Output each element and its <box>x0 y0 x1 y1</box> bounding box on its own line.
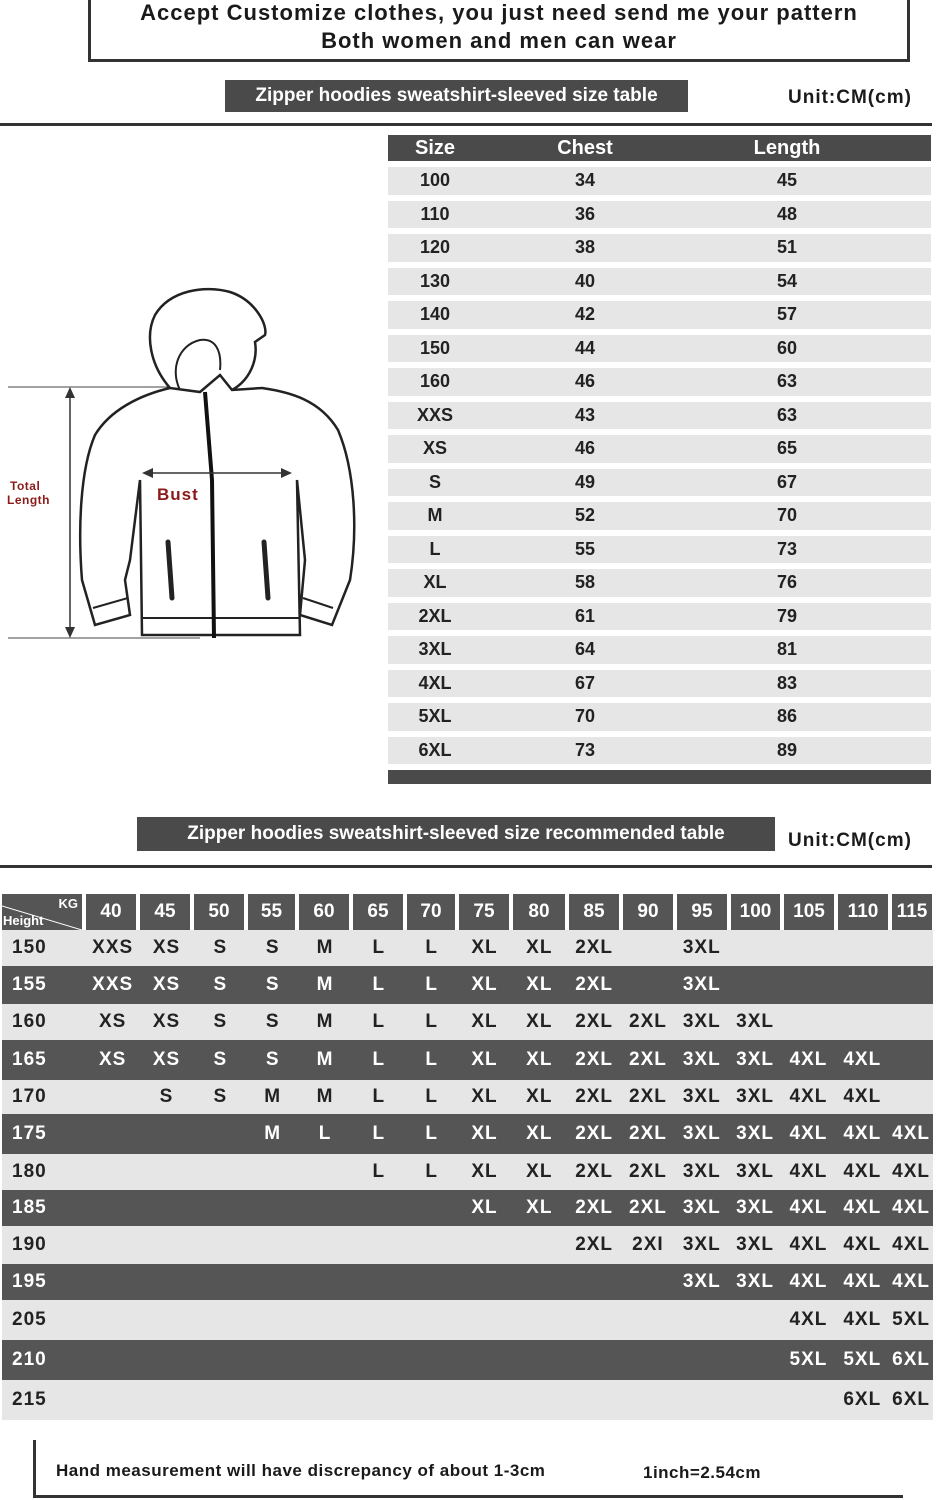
length-cell: 83 <box>776 672 798 693</box>
recommended-size-cell: 3XL <box>736 1086 775 1107</box>
size-table-row <box>388 301 931 329</box>
chest-cell: 36 <box>574 203 596 224</box>
size-cell: 110 <box>420 203 450 224</box>
recommended-size-cell: 2XI <box>632 1234 664 1255</box>
length-cell: 63 <box>776 371 798 391</box>
chest-cell: 64 <box>574 639 596 659</box>
recommended-size-cell: XL <box>526 1011 553 1032</box>
recommended-size-cell: L <box>372 937 386 958</box>
chest-cell: 70 <box>574 706 596 726</box>
weight-header-cell: 100 <box>731 894 780 930</box>
recommended-size-cell: M <box>316 974 334 995</box>
chest-cell: 49 <box>574 471 596 492</box>
size-table-row <box>388 502 931 530</box>
recommended-size-cell: 6XL <box>892 1349 931 1370</box>
recommended-size-cell: L <box>372 974 386 995</box>
measurement-note: Hand measurement will have discrepancy of about 1-3cm <box>56 1461 546 1480</box>
recommend-table-row <box>2 1154 933 1190</box>
recommended-size-cell: 3XL <box>682 974 721 995</box>
size-cell: M <box>427 505 443 525</box>
weight-header-cell: 105 <box>784 894 834 930</box>
recommended-size-cell: L <box>372 1049 386 1070</box>
size-cell: S <box>428 471 441 492</box>
recommended-size-cell: XS <box>152 1011 181 1032</box>
recommended-size-cell: 3XL <box>736 1123 775 1144</box>
weight-header-cell: 70 <box>407 894 455 930</box>
recommend-table-row <box>2 930 933 966</box>
recommended-size-cell: L <box>425 937 438 958</box>
recommend-table-row <box>2 1264 933 1300</box>
recommended-size-cell: 3XL <box>682 1086 721 1107</box>
recommend-table-row <box>2 1300 933 1340</box>
kg-height-corner <box>2 894 82 930</box>
recommended-size-cell: XL <box>471 1197 498 1218</box>
recommended-size-cell: L <box>372 1086 386 1107</box>
hoodie-diagram <box>0 280 380 650</box>
weight-header-cell: 115 <box>892 894 932 930</box>
size-cell: 140 <box>419 304 451 324</box>
size-table-footer-bar <box>388 770 931 784</box>
recommended-size-cell: L <box>425 1049 438 1070</box>
divider-middle <box>0 865 932 868</box>
recommended-size-cell: L <box>372 1161 386 1182</box>
size-table-unit: Unit:CM(cm) <box>788 87 912 108</box>
recommend-table-row <box>2 1004 933 1040</box>
size-cell: 100 <box>419 170 451 190</box>
recommended-size-cell: 4XL <box>843 1234 882 1255</box>
recommended-size-cell: XL <box>471 937 498 958</box>
height-cell: 195 <box>12 1271 47 1292</box>
divider-top <box>0 123 932 126</box>
length-cell: 89 <box>776 739 798 760</box>
recommended-size-cell: XL <box>526 1161 553 1182</box>
recommended-size-cell: 2XL <box>575 1234 614 1255</box>
recommended-size-cell: M <box>264 1123 282 1144</box>
size-cell: XS <box>422 438 447 458</box>
size-table-title: Zipper hoodies sweatshirt-sleeved size table <box>225 80 688 112</box>
recommended-size-cell: 6XL <box>892 1389 931 1410</box>
size-cell: 150 <box>419 337 451 358</box>
recommend-table-header <box>2 894 933 930</box>
recommended-size-cell: L <box>372 1011 386 1032</box>
recommended-size-cell: S <box>213 1086 228 1107</box>
recommended-size-cell: 4XL <box>892 1161 931 1182</box>
recommended-size-cell: 2XL <box>575 1049 614 1070</box>
recommended-size-cell: XL <box>471 1086 498 1107</box>
weight-header-cell: 40 <box>86 894 136 930</box>
chest-cell: 40 <box>574 270 596 291</box>
length-cell: 73 <box>776 538 798 559</box>
recommended-size-cell: 2XL <box>629 1161 667 1182</box>
recommended-size-cell: L <box>318 1123 332 1144</box>
recommended-size-cell: XL <box>471 974 498 995</box>
size-table <box>388 135 931 784</box>
size-table-row <box>388 268 931 296</box>
recommended-size-cell: 3XL <box>682 1161 721 1182</box>
recommended-size-cell: 4XL <box>892 1123 931 1144</box>
size-table-row <box>388 368 931 396</box>
recommended-size-cell: 4XL <box>789 1123 828 1144</box>
recommended-size-cell: 4XL <box>843 1197 882 1218</box>
recommend-table-row <box>2 1114 933 1154</box>
chest-cell: 73 <box>574 739 596 760</box>
recommend-table-unit: Unit:CM(cm) <box>788 830 912 851</box>
height-cell: 175 <box>12 1123 47 1144</box>
recommended-size-cell: 4XL <box>789 1309 828 1330</box>
recommended-size-cell: XS <box>152 1049 181 1070</box>
kg-label: KG <box>58 896 78 911</box>
size-cell: XXS <box>416 404 454 425</box>
size-table-row <box>388 536 931 564</box>
recommended-size-cell: S <box>213 1011 228 1032</box>
recommended-size-cell: 4XL <box>789 1271 828 1292</box>
length-cell: 81 <box>776 639 798 659</box>
recommended-size-cell: L <box>425 1086 438 1107</box>
recommended-size-cell: L <box>425 974 438 995</box>
height-cell: 185 <box>12 1197 47 1218</box>
chest-cell: 58 <box>574 572 596 592</box>
recommended-size-cell: 2XL <box>575 1161 614 1182</box>
recommended-size-cell: L <box>425 1011 438 1032</box>
recommended-size-cell: 3XL <box>736 1271 775 1292</box>
recommended-size-cell: 5XL <box>892 1309 931 1330</box>
length-cell: 67 <box>776 471 798 492</box>
weight-header-cell: 90 <box>623 894 673 930</box>
size-cell: 120 <box>419 237 451 257</box>
recommended-size-cell: XL <box>526 974 553 995</box>
total-length-label-2: Length <box>7 493 50 507</box>
chest-cell: 44 <box>574 337 596 358</box>
chest-cell: 46 <box>574 371 596 391</box>
recommended-size-cell: XL <box>471 1161 498 1182</box>
length-cell: 86 <box>776 706 798 726</box>
length-cell: 45 <box>776 170 798 190</box>
recommended-size-cell: S <box>159 1086 174 1107</box>
length-cell: 76 <box>776 572 798 592</box>
recommended-size-cell: XL <box>471 1049 498 1070</box>
size-table-row <box>388 636 931 664</box>
size-table-row <box>388 469 931 497</box>
chest-cell: 61 <box>574 605 596 626</box>
recommended-size-cell: S <box>213 937 228 958</box>
recommended-size-cell: 4XL <box>789 1049 828 1070</box>
size-table-header <box>388 135 931 161</box>
recommended-size-cell: S <box>265 1011 280 1032</box>
recommended-size-cell: 3XL <box>682 937 721 958</box>
length-col-header: Length <box>753 137 821 159</box>
recommended-size-cell: 2XL <box>575 937 614 958</box>
length-arrow-up <box>65 387 75 398</box>
recommend-table-row <box>2 1380 933 1420</box>
length-cell: 57 <box>776 304 798 324</box>
recommended-size-cell: 4XL <box>843 1049 882 1070</box>
inch-conversion: 1inch=2.54cm <box>643 1463 761 1482</box>
recommended-size-cell: L <box>372 1123 386 1144</box>
size-cell: 4XL <box>418 672 452 693</box>
size-table-row <box>388 234 931 262</box>
recommended-size-cell: XL <box>526 1123 553 1144</box>
size-cell: L <box>429 538 441 559</box>
size-table-row <box>388 703 931 731</box>
length-cell: 60 <box>776 337 798 358</box>
height-cell: 205 <box>12 1309 47 1330</box>
recommended-size-cell: 4XL <box>843 1161 882 1182</box>
size-table-row <box>388 670 931 698</box>
chest-cell: 67 <box>574 672 596 693</box>
size-table-row <box>388 737 931 765</box>
weight-header-cell: 55 <box>248 894 295 930</box>
recommended-size-cell: 3XL <box>736 1197 775 1218</box>
weight-header-cell: 110 <box>838 894 888 930</box>
size-cell: XL <box>423 572 447 592</box>
recommended-size-cell: 3XL <box>736 1049 775 1070</box>
recommended-size-cell: M <box>316 1086 334 1107</box>
recommended-size-cell: S <box>265 974 280 995</box>
recommended-size-cell: XXS <box>92 974 134 995</box>
height-cell: 150 <box>12 937 47 958</box>
recommended-size-cell: 4XL <box>892 1234 931 1255</box>
recommend-table-row <box>2 1226 933 1264</box>
size-cell: 2XL <box>418 605 452 626</box>
recommended-size-cell: XL <box>526 1197 553 1218</box>
size-table-row <box>388 402 931 430</box>
recommend-table-row <box>2 1340 933 1380</box>
recommended-size-cell: 5XL <box>789 1349 828 1370</box>
recommended-size-cell: XS <box>99 1049 127 1070</box>
recommended-size-cell: XL <box>526 1049 553 1070</box>
recommended-size-cell: XL <box>526 1086 553 1107</box>
size-cell: 3XL <box>418 639 452 659</box>
height-cell: 170 <box>12 1086 47 1107</box>
recommended-size-cell: 3XL <box>682 1197 721 1218</box>
recommended-size-cell: 3XL <box>736 1234 775 1255</box>
recommended-size-cell: 4XL <box>843 1123 882 1144</box>
chest-cell: 34 <box>574 170 596 190</box>
weight-header-cell: 75 <box>459 894 509 930</box>
chest-cell: 42 <box>574 304 596 324</box>
chest-cell: 43 <box>574 404 596 425</box>
height-cell: 165 <box>12 1049 47 1070</box>
chest-cell: 55 <box>574 538 596 559</box>
chest-col-header: Chest <box>557 137 613 159</box>
recommended-size-cell: S <box>265 1049 280 1070</box>
size-table-row <box>388 167 931 195</box>
length-cell: 51 <box>776 237 798 257</box>
height-cell: 180 <box>12 1161 47 1182</box>
height-label: Height <box>3 913 44 928</box>
recommended-size-cell: S <box>213 974 228 995</box>
size-table-row <box>388 435 931 463</box>
chest-cell: 52 <box>574 505 596 525</box>
length-cell: 63 <box>776 404 798 425</box>
recommended-size-cell: XL <box>471 1011 498 1032</box>
recommend-table-row <box>2 966 933 1004</box>
size-cell: 5XL <box>418 706 452 726</box>
size-table-row <box>388 201 931 229</box>
height-cell: 190 <box>12 1234 47 1255</box>
bust-label: Bust <box>157 485 199 504</box>
recommended-size-cell: 3XL <box>736 1161 775 1182</box>
recommended-size-cell: XS <box>152 937 181 958</box>
size-table-row <box>388 335 931 363</box>
recommended-size-cell: 4XL <box>843 1309 882 1330</box>
recommended-size-cell: 2XL <box>629 1011 667 1032</box>
recommend-table-row <box>2 1080 933 1114</box>
recommended-size-cell: 3XL <box>682 1123 721 1144</box>
recommended-size-cell: S <box>213 1049 228 1070</box>
recommended-size-cell: 2XL <box>575 1086 614 1107</box>
size-cell: 130 <box>419 270 451 291</box>
recommended-size-cell: XXS <box>92 937 134 958</box>
weight-header-cell: 95 <box>677 894 727 930</box>
length-cell: 54 <box>776 270 798 291</box>
recommended-size-cell: M <box>316 1011 334 1032</box>
length-arrow-down <box>65 627 75 638</box>
length-cell: 48 <box>776 203 798 224</box>
weight-header-cell: 60 <box>299 894 349 930</box>
recommended-size-cell: M <box>316 1049 334 1070</box>
recommended-size-cell: 2XL <box>629 1197 667 1218</box>
recommend-table-row <box>2 1040 933 1080</box>
weight-header-cell: 45 <box>140 894 190 930</box>
recommended-size-cell: XS <box>99 1011 127 1032</box>
recommended-size-cell: XL <box>526 937 553 958</box>
recommended-size-cell: M <box>316 937 334 958</box>
recommended-size-cell: M <box>264 1086 282 1107</box>
height-cell: 210 <box>12 1349 47 1370</box>
chest-cell: 38 <box>574 237 596 257</box>
size-table-row <box>388 569 931 597</box>
recommended-size-cell: XL <box>471 1123 498 1144</box>
recommended-size-cell: 3XL <box>682 1049 721 1070</box>
recommended-size-cell: 4XL <box>892 1271 931 1292</box>
recommended-size-cell: 3XL <box>682 1011 721 1032</box>
recommended-size-cell: 4XL <box>843 1086 882 1107</box>
recommended-size-cell: 6XL <box>843 1389 882 1410</box>
recommended-size-cell: 2XL <box>575 974 614 995</box>
recommended-size-cell: 4XL <box>789 1234 828 1255</box>
recommend-table-title: Zipper hoodies sweatshirt-sleeved size recommended table <box>137 817 775 851</box>
length-cell: 79 <box>776 605 798 626</box>
length-cell: 70 <box>776 505 798 525</box>
recommended-size-cell: S <box>265 937 280 958</box>
header-line-2: Both women and men can wear <box>321 28 677 53</box>
recommended-size-cell: L <box>425 1161 438 1182</box>
height-cell: 155 <box>12 974 47 995</box>
recommended-size-cell: 4XL <box>892 1197 931 1218</box>
weight-header-cell: 85 <box>569 894 619 930</box>
total-length-label: Total <box>10 479 41 493</box>
recommend-table <box>2 894 933 1420</box>
recommended-size-cell: 3XL <box>682 1234 721 1255</box>
weight-header-cell: 50 <box>194 894 244 930</box>
chest-cell: 46 <box>574 438 596 458</box>
recommend-table-row <box>2 1190 933 1226</box>
size-table-row <box>388 603 931 631</box>
size-cell: 6XL <box>418 739 452 760</box>
recommended-size-cell: 3XL <box>736 1011 775 1032</box>
recommended-size-cell: 2XL <box>629 1123 667 1144</box>
recommended-size-cell: 2XL <box>629 1049 667 1070</box>
height-cell: 215 <box>12 1389 47 1410</box>
recommended-size-cell: 2XL <box>575 1197 614 1218</box>
recommended-size-cell: 4XL <box>843 1271 882 1292</box>
recommended-size-cell: 2XL <box>629 1086 667 1107</box>
weight-header-cell: 80 <box>513 894 565 930</box>
height-cell: 160 <box>12 1011 47 1032</box>
recommended-size-cell: 4XL <box>789 1197 828 1218</box>
recommended-size-cell: 2XL <box>575 1011 614 1032</box>
recommended-size-cell: 2XL <box>575 1123 614 1144</box>
recommended-size-cell: 4XL <box>789 1086 828 1107</box>
recommended-size-cell: 4XL <box>789 1161 828 1182</box>
weight-header-cell: 65 <box>353 894 403 930</box>
recommended-size-cell: 3XL <box>682 1271 721 1292</box>
length-cell: 65 <box>776 438 798 458</box>
recommended-size-cell: L <box>425 1123 438 1144</box>
recommended-size-cell: 5XL <box>843 1349 882 1370</box>
recommended-size-cell: XS <box>152 974 181 995</box>
header-line-1: Accept Customize clothes, you just need send me your pattern <box>140 0 858 25</box>
size-cell: 160 <box>419 371 451 391</box>
size-col-header: Size <box>414 137 456 159</box>
